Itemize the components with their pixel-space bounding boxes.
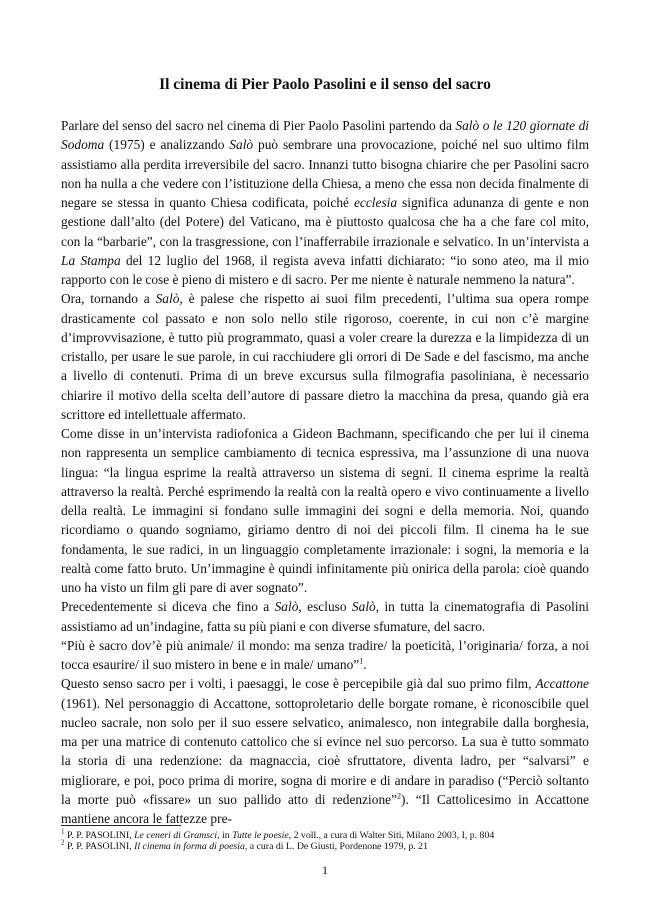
article-title: Il cinema di Pier Paolo Pasolini e il senso del sacro	[159, 76, 491, 93]
paragraph-1: Parlare del senso del sacro nel cinema di Pier Paolo Pasolini partendo da Salò o le 120 giornate di Sodoma (1975) e analizzando Salò può sembrare una provocazione, poiché nel suo ultimo film assistiamo alla perdita irreversibile del sacro. Innanzi tutto bisogna chiarire che per Pasolini sacro non ha nulla a che vedere con l’istituzione della Chiesa, a meno che essa non decida finalmente di negare se stessa in quanto Chiesa codificata, poiché ecclesia significa adunanza di gente e non gestione dall’alto (del Potere) del Vaticano, ma è piuttosto qualcosa che ha a che fare col mito, con la “barbarie”, con la trasgressione, con l’inafferrabile irrazionale e selvatico. In un’intervista a La Stampa del 12 luglio del 1968, il regista aveva infatti dichiarato: “io sono ateo, ma il mio rapporto con le cose è pieno di mistero e di sacro. Per me niente è naturale nemmeno la natura”.	[61, 118, 589, 287]
footnote-1: $^1$ P. P. PASOLINI, Le ceneri di Gramsci, in Tutte le poesie, 2 voll., a cura di Walter Siti, Milano 2003, I, p. 804	[61, 827, 495, 841]
italic-text: Accattone	[535, 676, 589, 692]
italic-text: Tutte le poesie	[232, 830, 289, 841]
article-body	[61, 116, 589, 828]
italic-text: Il cinema in forma di poesia	[134, 841, 245, 852]
footnote-separator	[61, 825, 181, 826]
footnote-ref: 1	[359, 656, 364, 666]
italic-text: Salò	[351, 599, 376, 615]
footnote-2: $^2$ P. P. PASOLINI, Il cinema in forma di poesia, a cura di L. De Giusti, Pordenone 1979, p. 21	[61, 838, 428, 852]
footnotes	[61, 827, 601, 852]
footnote-ref: 2	[397, 791, 402, 801]
page-number: 1	[322, 863, 328, 877]
paragraph-2: Ora, tornando a Salò, è palese che rispetto ai suoi film precedenti, l’ultima sua opera rompe drasticamente col passato e non solo nello stile rigoroso, coerente, in cui non c’è margine d’improvvisazione, è tutto più programmato, quasi a voler creare la durezza e la limpidezza di un cristallo, per usare le sue parole, in cui racchiudere gli orrori di De Sade e del fascismo, ma anche a livello di contenuti. Prima di un breve excursus sulla filmografia pasoliniana, è necessario chiarire il motivo della scelta dell’autore di passare dietro la macchina da presa, quando già era scrittore ed intellettuale affermato.	[61, 291, 589, 422]
paragraph-3: Come disse in un’intervista radiofonica a Gideon Bachmann, specificando che per lui il cinema non rappresenta un semplice cambiamento di tecnica espressiva, ma l’assunzione di una nuova lingua: “la lingua esprime la realtà attraverso un sistema di segni. Il cinema esprime la realtà attraverso la realtà. Perché esprimendo la realtà con la realtà opero e vivo continuamente a livello della realtà. Le immagini si fondano sulle immagini dei sogni e della memoria. Noi, quando ricordiamo o quando sogniamo, giriamo dentro di noi dei piccoli film. Il cinema ha le sue fondamenta, le sue radici, in un linguaggio completamente irrazionale: i sogni, la memoria e la realtà come fatto bruto. Un’immagine è quindi infinitamente più onirica della parola: cioè quando uno ha visto un film gli pare di aver sognato”.	[61, 426, 589, 595]
footnote-ref: 2	[61, 838, 65, 847]
footnote-ref: 1	[61, 827, 65, 836]
italic-text: ecclesia	[353, 195, 398, 210]
italic-text: Salò o le 120 giornate di Sodoma	[61, 118, 589, 153]
italic-text: Salò	[229, 137, 254, 153]
italic-text: Salò	[274, 599, 299, 615]
italic-text: Le ceneri di Gramsci	[134, 830, 218, 841]
italic-text: Salò	[155, 291, 180, 307]
italic-text: La Stampa	[61, 252, 121, 268]
paragraph-5-quote: “Più è sacro dov’è più animale/ il mondo: ma senza tradire/ la poeticità, l’originaria/ forza, a noi tocca esaurire/ il suo mistero in bene e in male/ umano”$^1$.	[61, 637, 589, 672]
paragraph-6: Questo senso sacro per i volti, i paesaggi, le cose è percepibile già dal suo primo film, Accattone (1961). Nel personaggio di Accattone, sottoproletario delle borgate romane, è riconoscibile quel nucleo sacrale, non solo per il suo essere selvatico, animalesco, non integrabile dalla borghesia, ma per una matrice di contenuto cattolico che si evince nel suo percorso. La sua è tutto sommato la storia di una redenzione: da magnaccia, cioè sfruttatore, diventa ladro, per “salvarsi” e migliorare, e poi, poco prima di morire, sogna di morire e di andare in paradiso (“Perciò soltanto la morte può «fissare» un suo pallido atto di redenzione”$^2$). “Il Cattolicesimo in Accattone mantiene ancora le fattezze pre-	[61, 676, 590, 826]
paragraph-4: Precedentemente si diceva che fino a Salò, escluso Salò, in tutta la cinematografia di Pasolini assistiamo ad un’indagine, fatta su più piani e con diverse sfumature, del sacro.	[61, 599, 590, 634]
